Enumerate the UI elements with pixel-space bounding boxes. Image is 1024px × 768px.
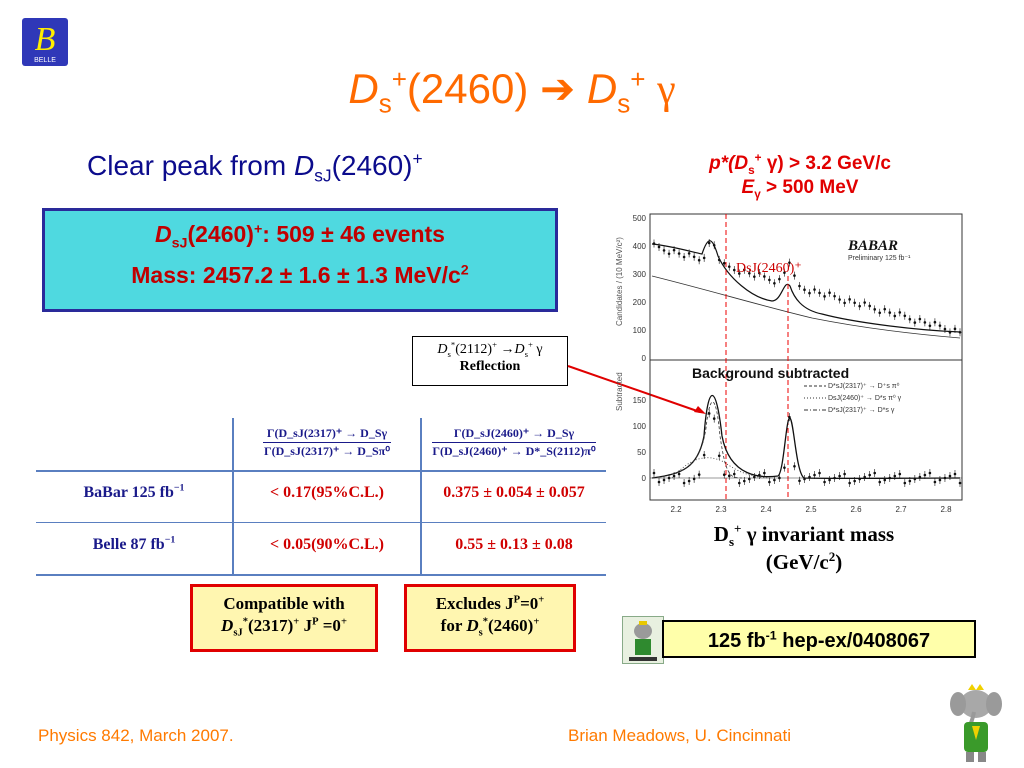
babar-elephant-icon <box>622 616 664 664</box>
top-ytick-label: 0 <box>641 354 646 363</box>
bottom-ytick-label: 0 <box>641 474 646 483</box>
result-box <box>42 208 558 312</box>
row-babar-2317: < 0.17(95%C.L.) <box>270 484 384 501</box>
babar-elephant-illustration <box>944 682 1008 766</box>
mass-line: Mass: 2457.2 ± 1.6 ± 1.3 MeV/$c^2$ <box>131 262 469 288</box>
top-ytick-label: 200 <box>632 298 646 307</box>
events-line: $D_{sJ}(2460)^+$: 509 ± 46 events <box>155 221 445 252</box>
excludes-callout: Excludes $J^P=0^+$ for $D_s^*(2460)^+$ <box>404 584 576 652</box>
header-2460: $\frac{\Gamma(D\_sJ(2460)^+ \to D\_S\gamma}{\text{Γ(D\_sJ(2460)⁺ → D*\_S(2112)π⁰}}$ <box>432 426 596 458</box>
dsj-label: DsJ(2460)⁺ <box>736 261 802 276</box>
ylabel-top: Candidates / (10 MeV/c²) <box>615 237 624 326</box>
row-belle-label: Belle 87 $fb^{-1}$ <box>92 534 176 553</box>
bottom-ytick-label: 150 <box>632 396 646 405</box>
row-babar-label: BaBar 125 $fb^{-1}$ <box>83 482 185 501</box>
xtick-label: 2.2 <box>670 505 682 514</box>
ratio-table <box>36 418 606 578</box>
xtick-label: 2.8 <box>940 505 952 514</box>
ylabel-bottom: Subtracted <box>615 372 624 411</box>
babar-label: BABAR <box>848 238 899 254</box>
compatible-callout: Compatible with $D_{sJ}^*(2317)^+$ $J^P =0^+$ <box>190 584 378 652</box>
xtick-label: 2.6 <box>850 505 862 514</box>
prelim-label: Preliminary 125 fb⁻¹ <box>848 255 911 262</box>
belle-logo <box>22 18 68 66</box>
footer-author: Brian Meadows, U. Cincinnati <box>568 726 791 745</box>
top-ytick-label: 300 <box>632 270 646 279</box>
legend-1: D*sJ(2317)⁺ → D⁺s π⁰ <box>828 383 900 390</box>
invariant-mass-plot <box>612 206 970 524</box>
arrow-icon: ➔ <box>539 65 576 112</box>
bottom-ytick-label: 50 <box>637 448 646 457</box>
bottom-ytick-label: 100 <box>632 422 646 431</box>
svg-text:BELLE: BELLE <box>34 57 56 64</box>
footer-course: Physics 842, March 2007. <box>38 726 234 745</box>
top-ytick-label: 400 <box>632 242 646 251</box>
row-belle-2460: 0.55 ± 0.13 ± 0.08 <box>455 536 573 553</box>
svg-text:B: B <box>34 21 56 58</box>
row-belle-2317: < 0.05(90%C.L.) <box>270 536 384 553</box>
slide-title: $D_s^+(2460)$ ➔ $D_s^+$ γ <box>348 64 676 119</box>
reflection-label: $D_s^*(2112)^+ \to D_s^+$ γ Reflection <box>412 336 568 386</box>
xtick-label: 2.5 <box>805 505 817 514</box>
top-ytick-label: 100 <box>632 326 646 335</box>
legend-3: D*sJ(2317)⁺ → D*s γ <box>828 407 895 414</box>
xtick-label: 2.3 <box>715 505 727 514</box>
legend-2: DsJ(2460)⁺ → D*s π⁰ γ <box>828 395 902 402</box>
row-babar-2460: 0.375 ± 0.054 ± 0.057 <box>443 484 585 501</box>
bkg-subtracted-label: Background subtracted <box>692 365 850 381</box>
header-2317: $\frac{\Gamma(D\_sJ(2317)^+ \to D\_S\gamma}{\text{Γ(D\_sJ(2317)⁺ → D\_Sπ⁰}}$ <box>263 426 391 458</box>
xtick-label: 2.4 <box>760 505 772 514</box>
top-ytick-label: 500 <box>632 214 646 223</box>
selection-cuts: $p*(D_s^+$ γ) > 3.2 GeV/c $E_\gamma > 500$ MeV <box>709 151 891 201</box>
subtitle: Clear peak from $D_{sJ}(2460)^+$ <box>87 148 423 186</box>
xtick-label: 2.7 <box>895 505 907 514</box>
axis-caption: $D_s^+$ γ invariant mass $(GeV/c^2)$ <box>713 521 895 574</box>
reference-box: 125 $fb^{-1}$ hep-ex/0408067 <box>662 620 976 658</box>
